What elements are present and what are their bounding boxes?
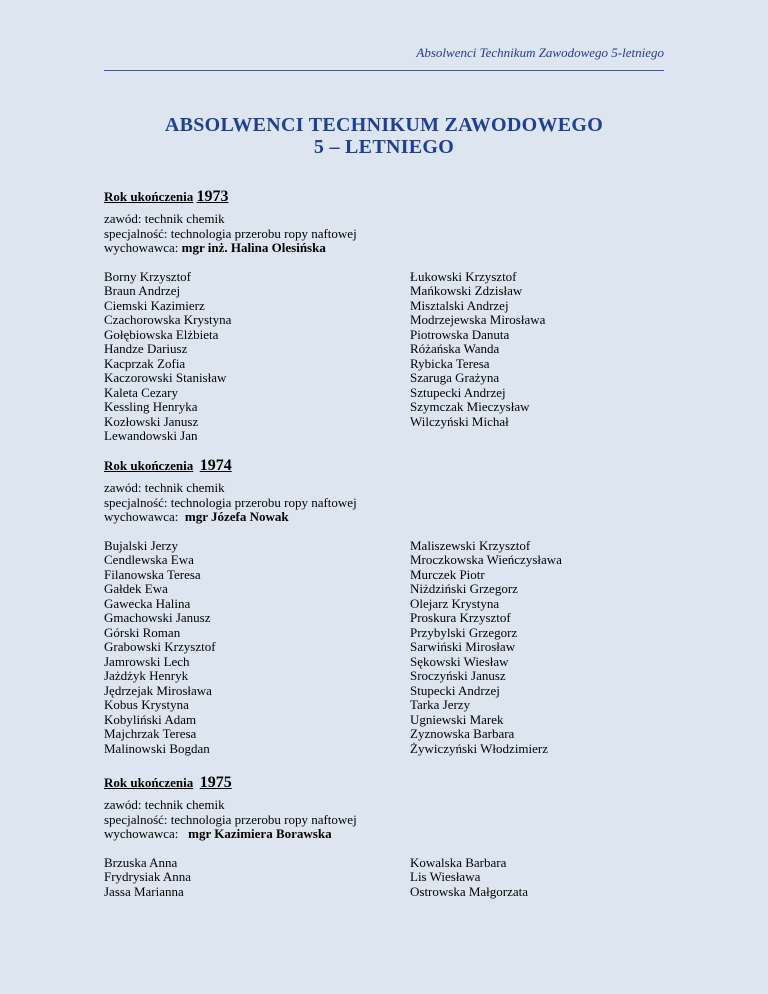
section-label: Rok ukończenia — [104, 458, 194, 473]
student-name: Piotrowska Danuta — [410, 326, 510, 342]
student-name: Jędrzejak Mirosława — [104, 682, 212, 698]
specialty-text: specjalność: technologia przerobu ropy naftowej — [104, 811, 357, 827]
student-name: Ostrowska Małgorzata — [410, 883, 529, 899]
student-list-right — [410, 539, 562, 757]
section-heading — [104, 776, 664, 798]
tutor-name: mgr Józefa Nowak — [184, 509, 289, 524]
student-name: Kobus Krystyna — [104, 697, 189, 712]
student-name: Jamrowski Lech — [104, 653, 190, 669]
section-meta — [104, 798, 664, 842]
student-name: Mańkowski Zdzisław — [410, 283, 523, 298]
profession-text: zawód: technik chemik — [104, 480, 225, 495]
document-title — [104, 114, 664, 158]
tutor-label: wychowawca: — [104, 240, 179, 255]
tutor-name: mgr Kazimiera Borawska — [188, 826, 332, 841]
profession-text: zawód: technik chemik — [104, 797, 225, 812]
running-header: Absolwenci Technikum Zawodowego 5-letniego — [416, 45, 664, 60]
student-name: Jassa Marianna — [104, 883, 184, 899]
student-name: Majchrzak Teresa — [104, 726, 197, 741]
tutor-line — [104, 510, 664, 525]
student-name: Mroczkowska Wieńczysława — [410, 552, 562, 567]
student-name: Przybylski Grzegorz — [410, 624, 518, 640]
section-1973 — [104, 188, 664, 443]
student-name: Kaczorowski Stanisław — [104, 370, 227, 385]
student-name: Kacprzak Zofia — [104, 355, 186, 371]
student-name: Maliszewski Krzysztof — [410, 537, 531, 553]
student-name: Kessling Henryka — [104, 399, 198, 414]
student-name: Czachorowska Krystyna — [104, 312, 232, 327]
student-name: Sękowski Wiesław — [410, 653, 509, 669]
specialty-text: specjalność: technologia przerobu ropy naftowej — [104, 494, 357, 510]
section-heading — [104, 459, 664, 481]
student-list-left — [104, 856, 191, 900]
student-name: Ugniewski Marek — [410, 711, 504, 727]
section-meta — [104, 481, 664, 525]
tutor-line — [104, 827, 664, 842]
tutor-name: mgr inż. Halina Olesińska — [181, 240, 326, 255]
student-name: Lis Wiesława — [410, 869, 481, 884]
student-name: Kaleta Cezary — [104, 384, 178, 400]
student-name: Bujalski Jerzy — [104, 537, 179, 553]
student-name: Szaruga Grażyna — [410, 370, 500, 385]
section-label: Rok ukończenia — [104, 775, 194, 790]
student-name: Jażdżyk Henryk — [104, 668, 189, 683]
student-name: Brzuska Anna — [104, 854, 178, 870]
tutor-line — [104, 241, 664, 256]
student-name: Malinowski Bogdan — [104, 740, 210, 756]
student-name: Gołębiowska Elżbieta — [104, 326, 219, 342]
student-name: Tarka Jerzy — [410, 697, 471, 712]
section-label: Rok ukończenia — [104, 189, 194, 204]
header-divider — [104, 70, 664, 71]
section-heading — [104, 190, 664, 212]
title-line-2: 5 – LETNIEGO — [313, 136, 455, 158]
student-name: Grabowski Krzysztof — [104, 639, 216, 654]
student-name: Kowalska Barbara — [410, 854, 507, 870]
section-1974 — [104, 457, 664, 756]
student-name: Górski Roman — [104, 624, 181, 640]
student-name: Łukowski Krzysztof — [410, 268, 517, 284]
student-name: Murczek Piotr — [410, 566, 485, 582]
section-year: 1973 — [196, 188, 229, 205]
student-name: Szymczak Mieczysław — [410, 399, 530, 414]
profession-text: zawód: technik chemik — [104, 211, 225, 226]
student-list-left — [104, 270, 231, 444]
student-name: Braun Andrzej — [104, 283, 181, 298]
student-name: Modrzejewska Mirosława — [410, 312, 546, 327]
section-year: 1975 — [199, 774, 232, 791]
section-year: 1974 — [199, 457, 232, 474]
student-name: Ciemski Kazimierz — [104, 297, 205, 313]
student-name: Niżdziński Grzegorz — [410, 581, 518, 596]
student-name: Żywiczyński Włodzimierz — [410, 740, 549, 756]
student-name: Frydrysiak Anna — [104, 869, 192, 884]
tutor-label: wychowawca: — [104, 826, 179, 841]
student-name: Lewandowski Jan — [104, 428, 198, 443]
title-line-1: ABSOLWENCI TECHNIKUM ZAWODOWEGO — [164, 114, 604, 136]
student-name: Filanowska Teresa — [104, 566, 201, 582]
student-name: Rybicka Teresa — [410, 355, 490, 371]
student-list-right — [410, 270, 545, 430]
student-name: Kozłowski Janusz — [104, 413, 199, 429]
section-1975 — [104, 774, 664, 899]
student-name: Gałdek Ewa — [104, 581, 168, 596]
student-name: Stupecki Andrzej — [410, 682, 500, 698]
student-name: Misztalski Andrzej — [410, 297, 509, 313]
student-name: Olejarz Krystyna — [410, 595, 500, 611]
student-name: Sztupecki Andrzej — [410, 384, 506, 400]
student-name: Handze Dariusz — [104, 341, 188, 356]
student-name: Kobyliński Adam — [104, 711, 197, 727]
student-name: Cendlewska Ewa — [104, 552, 194, 567]
student-name: Wilczyński Michał — [410, 413, 509, 429]
student-list-right — [410, 856, 528, 900]
section-meta — [104, 212, 664, 256]
student-name: Zyznowska Barbara — [410, 726, 515, 741]
student-name: Gawecka Halina — [104, 595, 191, 611]
tutor-label: wychowawca: — [104, 509, 179, 524]
student-name: Gmachowski Janusz — [104, 610, 211, 625]
student-list-left — [104, 539, 216, 757]
specialty-text: specjalność: technologia przerobu ropy naftowej — [104, 225, 357, 241]
student-name: Różańska Wanda — [410, 341, 500, 356]
student-name: Sarwiński Mirosław — [410, 639, 516, 654]
student-name: Proskura Krzysztof — [410, 610, 511, 625]
student-name: Borny Krzysztof — [104, 268, 192, 284]
student-name: Sroczyński Janusz — [410, 668, 506, 683]
